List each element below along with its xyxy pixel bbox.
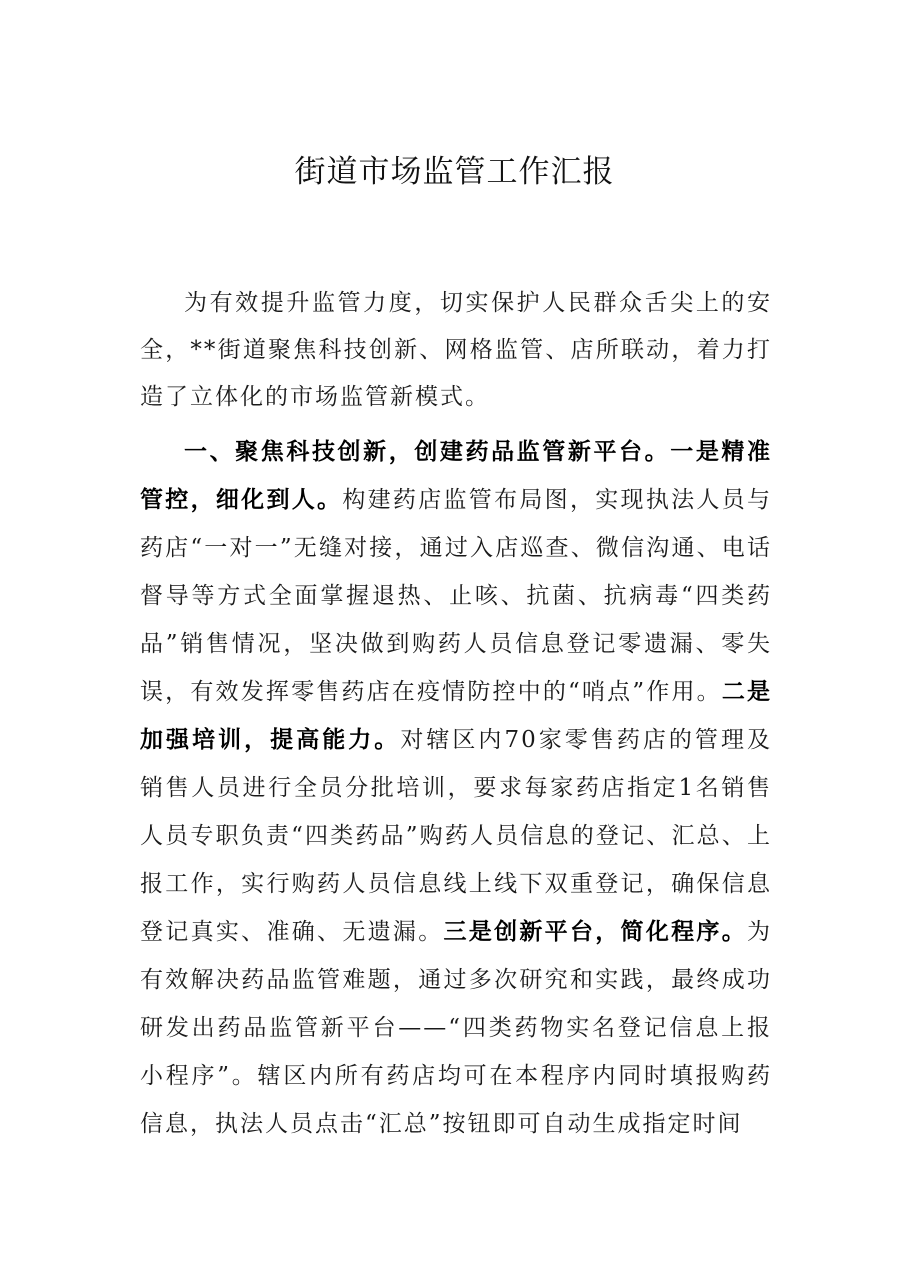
intro-paragraph: 为有效提升监管力度，切实保护人民群众舌尖上的安全，**街道聚焦科技创新、网格监管、店所联动，着力打造了立体化的市场监管新模式。 [140, 290, 772, 410]
point3-heading: 三是创新平台，简化程序。 [443, 918, 748, 945]
point2-heading: 二是加强培训，提高能力。 [140, 678, 772, 753]
point3-text: 为有效解决药品监管难题，通过多次研究和实践，最终成功研发出药品监管新平台——“四类药物实名登记信息上报小程序”。辖区内所有药店均可在本程序内同时填报购药信息，执法人员点击“汇总”按钮即可自动生成指定时间 [140, 919, 773, 1137]
point1-heading: 一是精准管控，细化到人。 [140, 438, 773, 513]
section1-paragraph [140, 428, 772, 1148]
point2-text: 对辖区内70家零售药店的管理及销售人员进行全员分批培训，要求每家药店指定1名销售人员专职负责“四类药品”购药人员信息的登记、汇总、上报工作，实行购药人员信息线上线下双重登记，确保信息登记真实、准确、无遗漏。 [140, 727, 772, 945]
document-title: 街道市场监管工作汇报 [294, 154, 615, 190]
point1-text: 构建药店监管布局图，实现执法人员与药店“一对一”无缝对接，通过入店巡查、微信沟通、电话督导等方式全面掌握退热、止咳、抗菌、抗病毒“四类药品”销售情况，坚决做到购药人员信息登记零遗漏、零失误，有效发挥零售药店在疫情防控中的“哨点”作用。 [140, 487, 773, 705]
section1-heading: 一、聚焦科技创新，创建药品监管新平台。 [184, 438, 671, 465]
